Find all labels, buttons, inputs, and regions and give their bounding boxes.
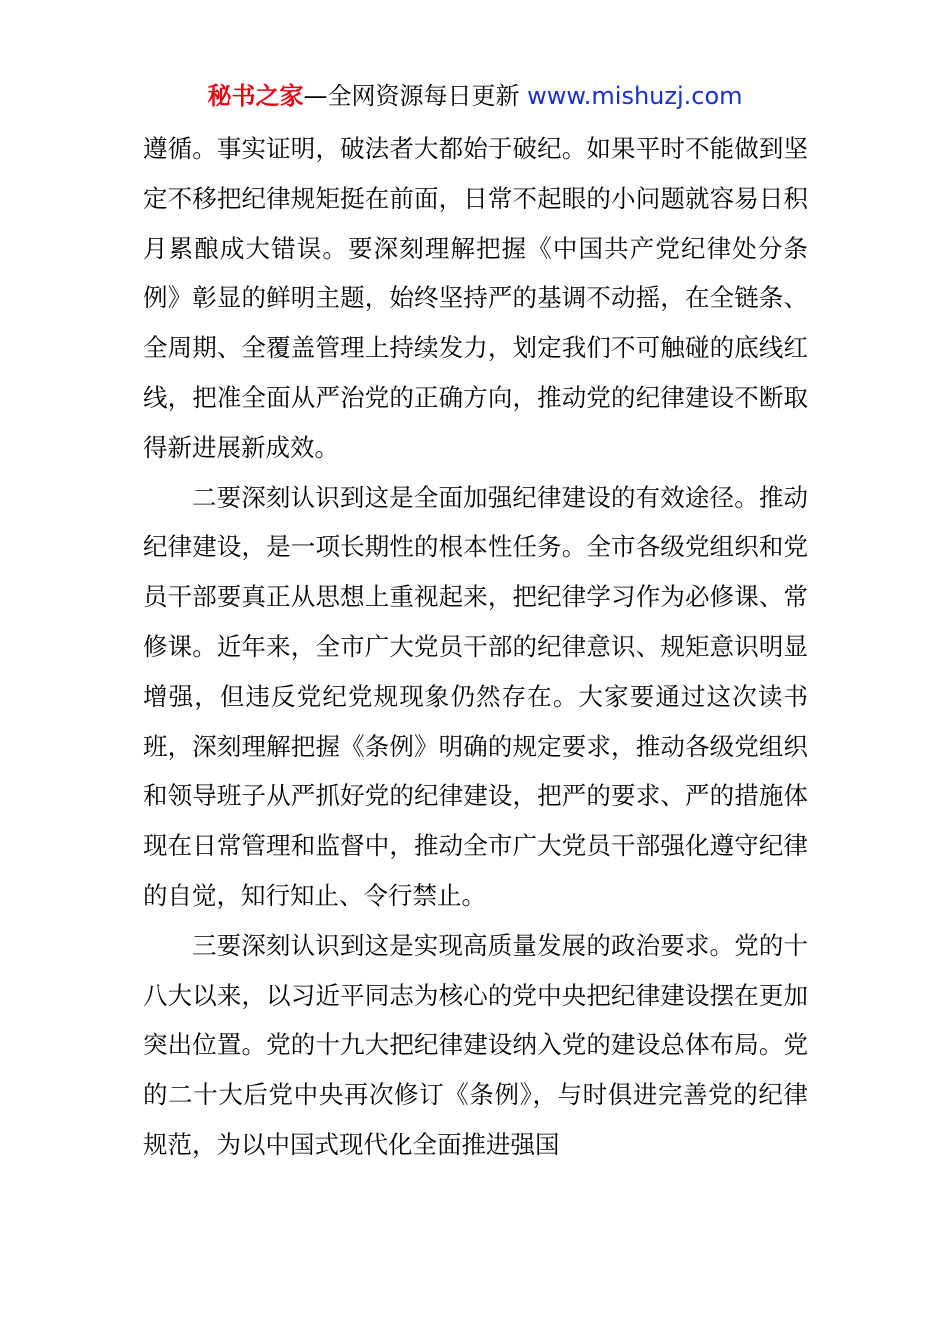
- page-header: [0, 80, 950, 112]
- paragraph-continuation: 遵循。事实证明，破法者大都始于破纪。如果平时不能做到坚定不移把纪律规矩挺在前面，日常不起眼的小问题就容易日积月累酿成大错误。要深刻理解把握《中国共产党纪律处分条例》彰显的鲜明主题，始终坚持严的基调不动摇，在全链条、全周期、全覆盖管理上持续发力，划定我们不可触碰的底线红线，把准全面从严治党的正确方向，推动党的纪律建设不断取得新进展新成效。: [143, 134, 808, 462]
- paragraph-point-two: 二要深刻认识到这是全面加强纪律建设的有效途径。推动纪律建设，是一项长期性的根本性任务。全市各级党组织和党员干部要真正从思想上重视起来，把纪律学习作为必修课、常修课。近年来，全市广大党员干部的纪律意识、规矩意识明显增强，但违反党纪党规现象仍然存在。大家要通过这次读书班，深刻理解把握《条例》明确的规定要求，推动各级党组织和领导班子从严抓好党的纪律建设，把严的要求、严的措施体现在日常管理和监督中，推动全市广大党员干部强化遵守纪律的自觉，知行知止、令行禁止。: [143, 482, 808, 910]
- brand-name: 秘书之家: [207, 82, 304, 110]
- site-url-link[interactable]: www.mishuzj.com: [527, 82, 743, 110]
- paragraph-point-three: 三要深刻认识到这是实现高质量发展的政治要求。党的十八大以来，以习近平同志为核心的党中央把纪律建设摆在更加突出位置。党的十九大把纪律建设纳入党的建设总体布局。党的二十大后党中央再次修订《条例》，与时俱进完善党的纪律规范，为以中国式现代化全面推进强国: [143, 930, 808, 1159]
- header-tagline: —全网资源每日更新: [303, 82, 528, 110]
- document-body: [143, 124, 808, 1170]
